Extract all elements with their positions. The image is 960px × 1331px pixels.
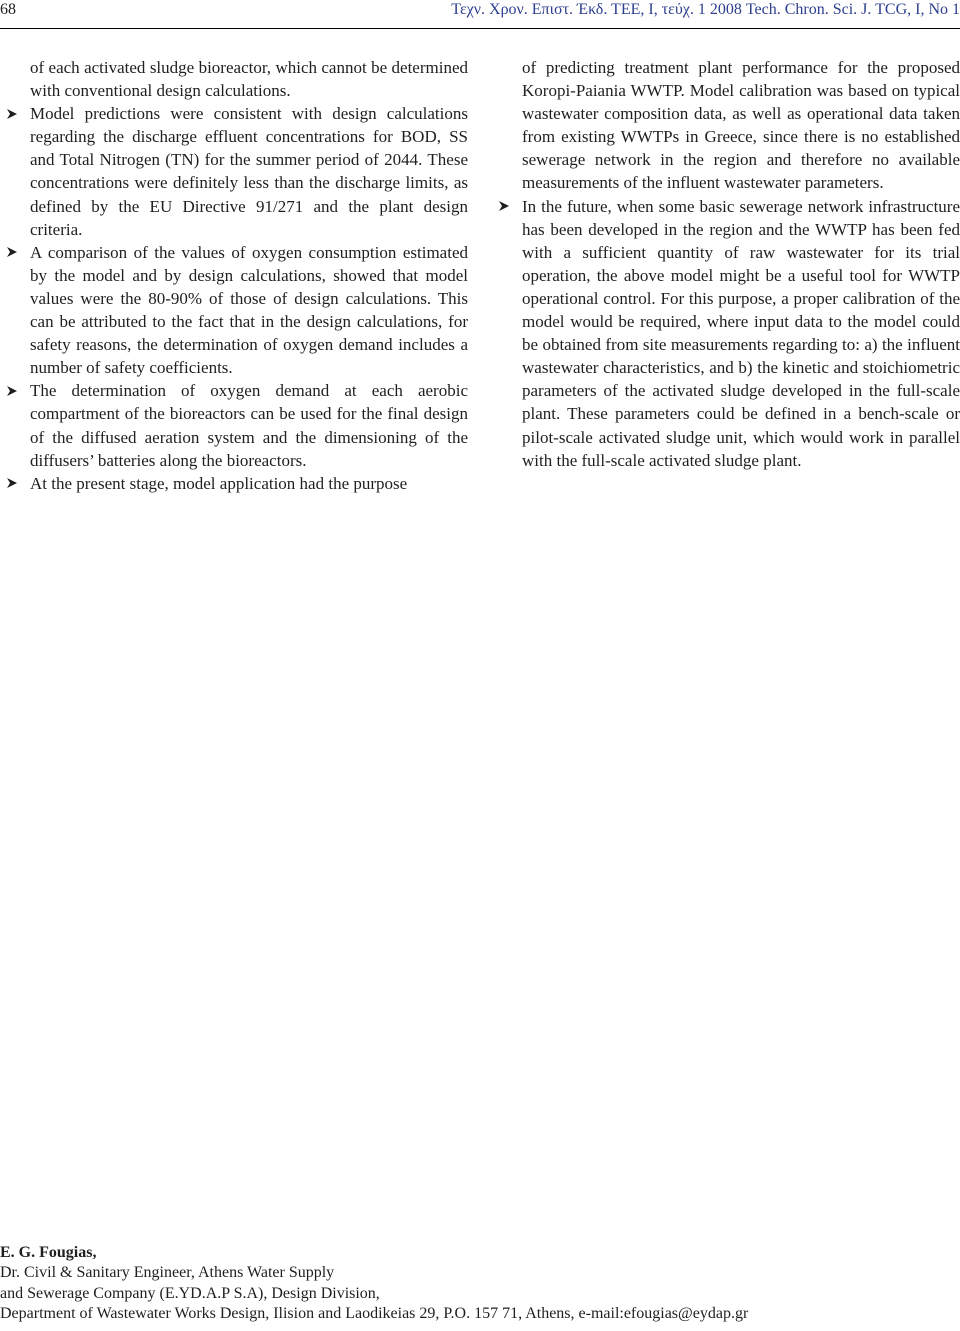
continuation-paragraph: of predicting treatment plant performance for the proposed Koropi-Paiania WWTP. Model calibration was based on typical wastewater composition data, as well as operational data taken from existing WWTPs in Greece, since there is no established sewerage network in the region and therefore no available measurements of the influent wastewater parameters. bbox=[522, 58, 960, 193]
author-footer bbox=[0, 1243, 960, 1325]
affiliation-line: Department of Wastewater Works Design, Ilision and Laodikeias 29, P.O. 157 71, Athens, e-mail:efougias@eydap.gr bbox=[0, 1305, 749, 1323]
arrow-bullet-icon bbox=[6, 102, 26, 125]
bullet-item bbox=[522, 195, 960, 472]
affiliation-line: and Sewerage Company (E.YD.A.P S.A), Design Division, bbox=[0, 1284, 380, 1302]
bullet-item bbox=[30, 102, 468, 241]
arrow-bullet-icon bbox=[6, 379, 26, 402]
page-number: 68 bbox=[0, 1, 16, 18]
arrow-bullet-icon bbox=[6, 241, 26, 264]
journal-citation: Τεχν. Χρον. Επιστ. Έκδ. ΤΕΕ, Ι, τεύχ. 1 2008 Tech. Chron. Sci. J. TCG, I, No 1 bbox=[451, 1, 960, 18]
bullet-text: The determination of oxygen demand at each aerobic compartment of the bioreactors can be used for the final design of the diffused aeration system and the dimensioning of the diffusers’ batteries along the bioreactors. bbox=[30, 381, 468, 470]
bullet-item bbox=[30, 379, 468, 471]
arrow-bullet-icon bbox=[498, 195, 518, 218]
arrow-bullet-icon bbox=[6, 472, 26, 495]
intro-paragraph: of each activated sludge bioreactor, which cannot be determined with conventional design calculations. bbox=[30, 58, 468, 101]
author-name: E. G. Fougias, bbox=[0, 1244, 97, 1261]
bullet-text: In the future, when some basic sewerage network infrastructure has been developed in the region and the WWTP has been fed with a sufficient quantity of raw wastewater for its trial operation, the above model might be a useful tool for WWTP operational control. For this purpose, a proper calibration of the model would be required, where input data to the model could be obtained from site measurements regarding to: a) the influent wastewater characteristics, and b) the kinetic and stoichiometric parameters of the activated sludge developed in the full-scale plant. These parameters could be defined in a bench-scale or pilot-scale activated sludge unit, which would work in parallel with the full-scale activated sludge plant. bbox=[522, 196, 960, 470]
bullet-text: At the present stage, model application had the purpose bbox=[30, 473, 408, 493]
right-column bbox=[522, 56, 960, 472]
bullet-text: Model predictions were consistent with design calculations regarding the discharge effluent concentrations for BOD, SS and Total Nitrogen (TN) for the summer period of 2044. These concentrations were definitely less than the discharge limits, as defined by the EU Directive 91/271 and the plant design criteria. bbox=[30, 104, 468, 239]
left-column bbox=[30, 56, 468, 495]
bullet-item bbox=[30, 472, 468, 495]
affiliation-line: Dr. Civil & Sanitary Engineer, Athens Water Supply bbox=[0, 1264, 335, 1282]
running-header bbox=[0, 0, 960, 29]
bullet-text: A comparison of the values of oxygen consumption estimated by the model and by design calculations, showed that model values were the 80-90% of those of design calculations. This can be attributed to the fact that in the design calculations, for safety reasons, the determination of oxygen demand includes a number of safety coefficients. bbox=[30, 242, 468, 378]
bullet-item bbox=[30, 241, 468, 380]
